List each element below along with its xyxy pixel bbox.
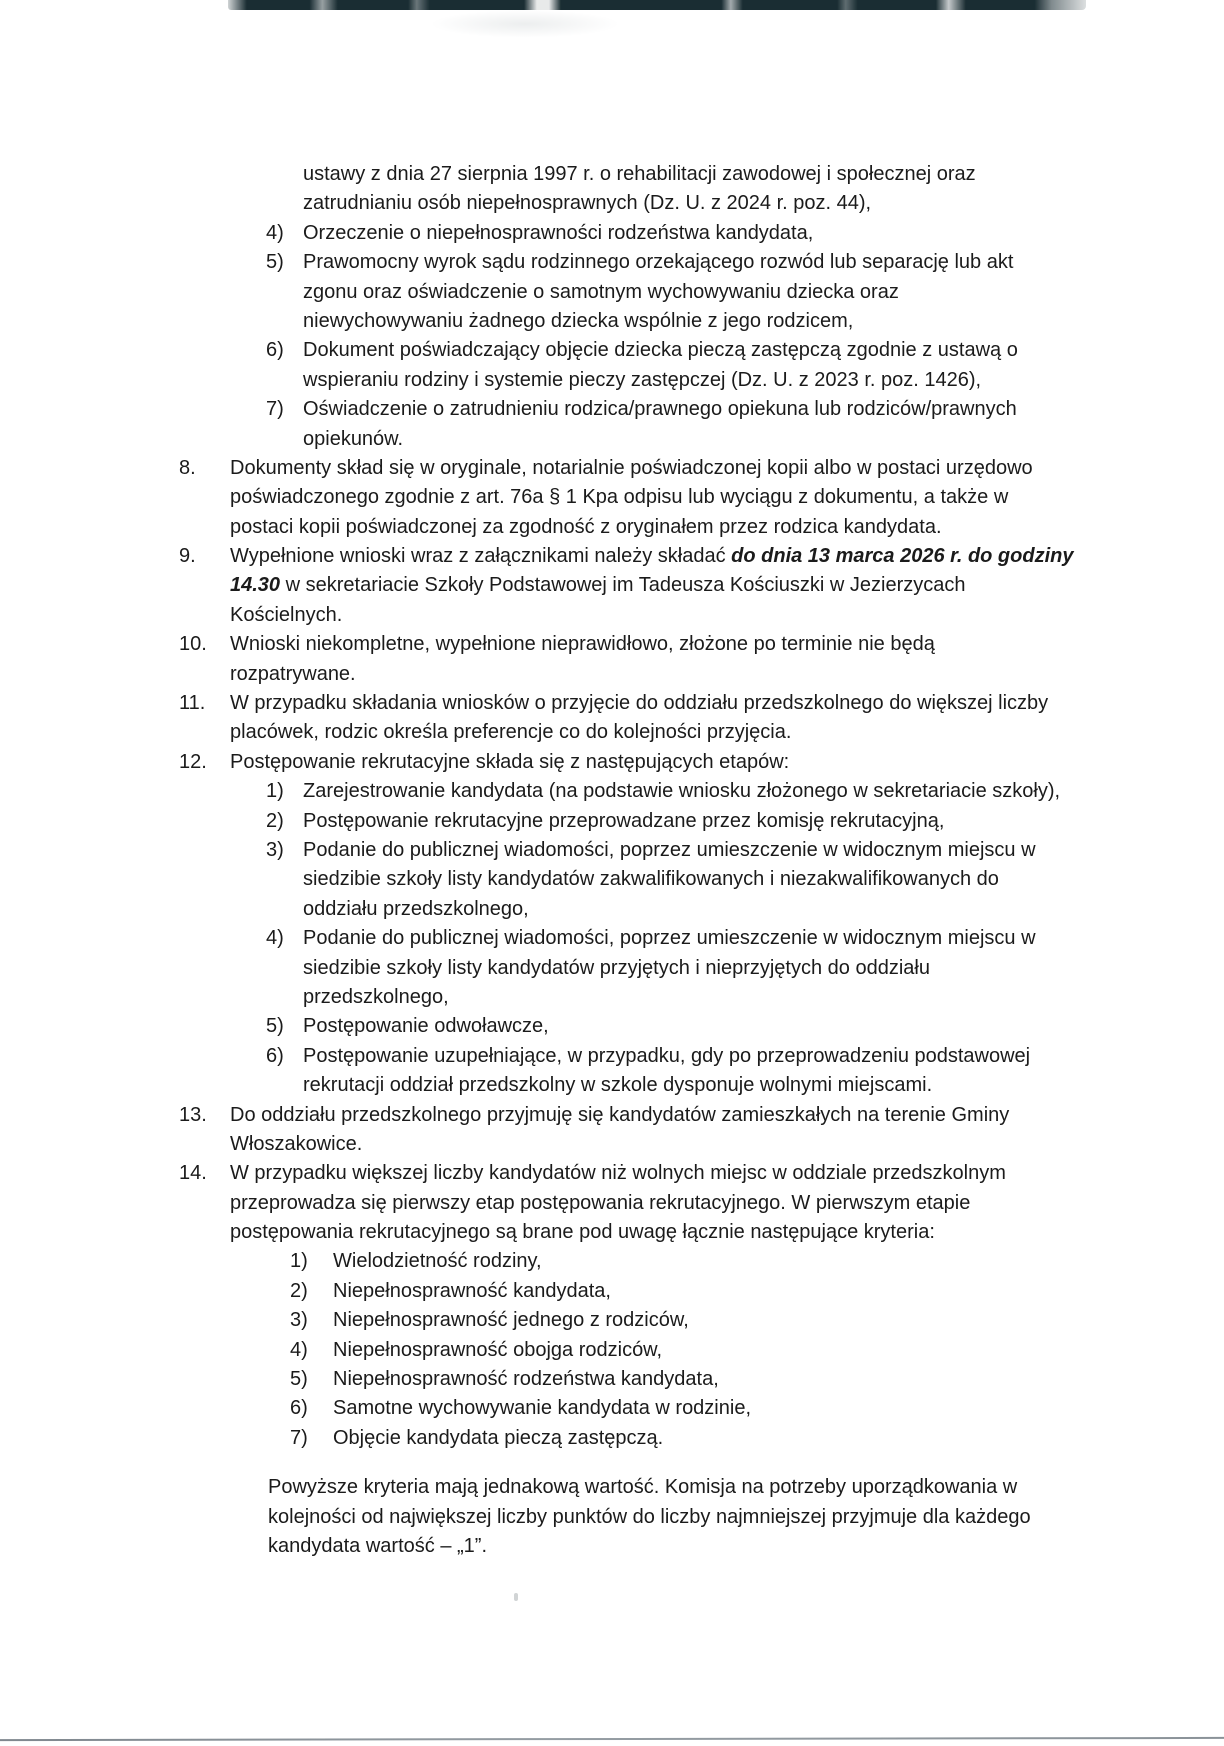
text-segment: przedszkolnego, [303, 985, 449, 1008]
line-text [303, 428, 403, 450]
text-segment: Postępowanie odwoławcze, [303, 1015, 549, 1038]
line-text [230, 751, 789, 773]
text-segment: siedzibie szkoły listy kandydatów przyjętych i nieprzyjętych do oddziału [303, 956, 930, 979]
text-segment: zgonu oraz oświadczenie o samotnym wychowywaniu dziecka oraz [303, 280, 899, 303]
line-text [303, 927, 1036, 949]
text-segment: Niepełnosprawność rodzeństwa kandydata, [333, 1368, 719, 1391]
document-line [0, 248, 1224, 277]
text-segment: Prawomocny wyrok sądu rodzinnego orzekającego rozwód lub separację lub akt [303, 251, 1014, 274]
text-segment: W przypadku składania wniosków o przyjęcie do oddziału przedszkolnego do większej liczby [230, 692, 1049, 715]
list-number: 7) [290, 1426, 308, 1449]
line-text [333, 1427, 663, 1449]
document-line [0, 425, 1224, 454]
document-line [0, 1336, 1224, 1365]
list-number: 8. [179, 456, 196, 479]
document-line [0, 1277, 1224, 1306]
list-number: 6) [290, 1397, 308, 1420]
document-line [0, 807, 1224, 836]
document-line [0, 689, 1224, 718]
document-line [0, 954, 1224, 983]
line-text [303, 868, 999, 890]
line-text [303, 339, 1018, 361]
document-line [0, 160, 1224, 189]
text-segment: W przypadku większej liczby kandydatów niż wolnych miejsc w oddziale przedszkolnym [230, 1162, 1006, 1185]
document-line [0, 1189, 1224, 1218]
document-line [0, 777, 1224, 806]
list-number: 2) [266, 809, 284, 832]
text-segment: rozpatrywane. [230, 662, 356, 685]
document-line [0, 1101, 1224, 1130]
line-text [230, 486, 1008, 508]
line-text [333, 1339, 662, 1361]
text-segment: Dokumenty skład się w oryginale, notarialnie poświadczonej kopii albo w postaci urzędowo [230, 456, 1033, 479]
line-text [268, 1535, 487, 1557]
line-text [230, 457, 1033, 479]
text-segment: Oświadczenie o zatrudnieniu rodzica/prawnego opiekuna lub rodziców/prawnych [303, 398, 1017, 421]
document-line [0, 1159, 1224, 1188]
text-segment: Niepełnosprawność jednego z rodziców, [333, 1309, 689, 1332]
list-number: 11. [179, 692, 206, 715]
line-text [230, 1104, 1009, 1126]
text-segment: Podanie do publicznej wiadomości, poprzez umieszczenie w widocznym miejscu w [303, 838, 1036, 861]
line-text [230, 574, 966, 596]
document-line [0, 983, 1224, 1012]
list-number: 9. [179, 545, 196, 568]
document-line [0, 571, 1224, 600]
line-text [230, 663, 356, 685]
list-number: 1) [290, 1250, 308, 1273]
deadline-emphasis: 14.30 [230, 574, 281, 597]
document-line [0, 836, 1224, 865]
line-text [303, 898, 529, 920]
scan-speck [514, 1593, 518, 1601]
line-text [230, 721, 791, 743]
document-line [0, 748, 1224, 777]
document-line [0, 1012, 1224, 1041]
line-text [303, 310, 853, 332]
text-segment: Podanie do publicznej wiadomości, poprzez umieszczenie w widocznym miejscu w [303, 927, 1036, 950]
text-segment: Wypełnione wnioski wraz z załącznikami należy składać [230, 545, 732, 568]
line-text [230, 1162, 1006, 1184]
list-number: 1) [266, 780, 284, 803]
document-line [0, 865, 1224, 894]
document-line [0, 1503, 1224, 1532]
line-text [303, 780, 1060, 802]
line-text [333, 1250, 542, 1272]
document-line [0, 513, 1224, 542]
line-text [303, 369, 981, 391]
text-segment: Wnioski niekompletne, wypełnione nieprawidłowo, złożone po terminie nie będą [230, 633, 935, 656]
text-segment: w sekretariacie Szkoły Podstawowej im Tadeusza Kościuszki w Jezierzycach [280, 574, 966, 597]
line-text [230, 604, 342, 626]
document-line [0, 542, 1224, 571]
line-text [230, 692, 1048, 714]
text-segment: Samotne wychowywanie kandydata w rodzinie, [333, 1397, 751, 1420]
text-segment: rekrutacji oddział przedszkolny w szkole dysponuje wolnymi miejscami. [303, 1074, 933, 1097]
document-line [0, 1365, 1224, 1394]
document-line [0, 366, 1224, 395]
text-segment: Postępowanie rekrutacyjne przeprowadzane przez komisję rekrutacyjną, [303, 809, 945, 832]
line-text [333, 1397, 751, 1419]
text-segment: poświadczonego zgodnie z art. 76a § 1 Kpa odpisu lub wyciągu z dokumentu, a także w [230, 486, 1009, 509]
text-segment: przeprowadza się pierwszy etap postępowania rekrutacyjnego. W pierwszym etapie [230, 1191, 971, 1214]
line-text [303, 810, 944, 832]
document-line [0, 1071, 1224, 1100]
line-text [230, 1133, 362, 1155]
document-line [0, 1532, 1224, 1561]
bottom-scan-line [0, 1737, 1224, 1741]
line-text [303, 398, 1017, 420]
line-text [303, 251, 1013, 273]
text-segment: Powyższe kryteria mają jednakową wartość. Komisja na potrzeby uporządkowania w [268, 1476, 1018, 1499]
line-text [268, 1476, 1017, 1498]
list-number: 3) [266, 838, 284, 861]
line-text [303, 192, 871, 214]
document-line [0, 483, 1224, 512]
document-line [0, 1424, 1224, 1453]
line-text [230, 633, 935, 655]
text-segment: opiekunów. [303, 427, 404, 450]
paragraph-spacer [0, 1453, 1224, 1473]
line-text [303, 1045, 1030, 1067]
list-number: 3) [290, 1309, 308, 1332]
text-segment: oddziału przedszkolnego, [303, 897, 529, 920]
list-number: 5) [290, 1368, 308, 1391]
line-text [303, 1074, 932, 1096]
document-body [0, 160, 1224, 1561]
text-segment: Niepełnosprawność kandydata, [333, 1279, 611, 1302]
line-text [268, 1506, 1031, 1528]
line-text [303, 163, 976, 185]
line-text [303, 986, 449, 1008]
list-number: 4) [266, 927, 284, 950]
line-text [230, 1192, 970, 1214]
list-number: 5) [266, 251, 284, 274]
scan-artifact-top-bar [228, 0, 1086, 10]
document-line [0, 1130, 1224, 1159]
text-segment: postaci kopii poświadczonej za zgodność z oryginałem przez rodzica kandydata. [230, 515, 942, 538]
list-number: 5) [266, 1015, 284, 1038]
line-text [230, 1221, 935, 1243]
document-line [0, 660, 1224, 689]
list-number: 10. [179, 633, 207, 656]
text-segment: Dokument poświadczający objęcie dziecka pieczą zastępczą zgodnie z ustawą o [303, 339, 1018, 362]
document-line [0, 219, 1224, 248]
list-number: 6) [266, 339, 284, 362]
document-line [0, 1473, 1224, 1502]
document-line [0, 924, 1224, 953]
document-line [0, 601, 1224, 630]
document-line [0, 718, 1224, 747]
document-line [0, 336, 1224, 365]
deadline-emphasis: do dnia 13 marca 2026 r. do godziny [731, 545, 1074, 568]
document-line [0, 189, 1224, 218]
document-line [0, 395, 1224, 424]
text-segment: niewychowywaniu żadnego dziecka wspólnie z jego rodzicem, [303, 309, 854, 332]
scan-smudge [430, 10, 620, 38]
document-line [0, 630, 1224, 659]
document-line [0, 1218, 1224, 1247]
text-segment: Orzeczenie o niepełnosprawności rodzeństwa kandydata, [303, 221, 814, 244]
document-line [0, 278, 1224, 307]
document-line [0, 895, 1224, 924]
text-segment: Objęcie kandydata pieczą zastępczą. [333, 1426, 664, 1449]
text-segment: Wielodzietność rodziny, [333, 1250, 542, 1273]
text-segment: wspieraniu rodziny i systemie pieczy zastępczej (Dz. U. z 2023 r. poz. 1426), [303, 368, 982, 391]
line-text [333, 1280, 611, 1302]
document-line [0, 307, 1224, 336]
text-segment: ustawy z dnia 27 sierpnia 1997 r. o rehabilitacji zawodowej i społecznej oraz [303, 163, 976, 185]
line-text [333, 1309, 689, 1331]
text-segment: siedzibie szkoły listy kandydatów zakwalifikowanych i niezakwalifikowanych do [303, 868, 999, 891]
document-line [0, 454, 1224, 483]
line-text [230, 545, 1073, 567]
text-segment: kandydata wartość – „1”. [268, 1534, 487, 1557]
list-number: 2) [290, 1279, 308, 1302]
text-segment: Postępowanie uzupełniające, w przypadku, gdy po przeprowadzeniu podstawowej [303, 1044, 1031, 1067]
text-segment: Kościelnych. [230, 603, 343, 626]
line-text [303, 957, 930, 979]
line-text [303, 839, 1036, 861]
text-segment: postępowania rekrutacyjnego są brane pod uwagę łącznie następujące kryteria: [230, 1221, 935, 1244]
document-line [0, 1042, 1224, 1071]
text-segment: kolejności od największej liczby punktów do liczby najmniejszej przyjmuje dla każdego [268, 1505, 1031, 1528]
text-segment: Do oddziału przedszkolnego przyjmuję się kandydatów zamieszkałych na terenie Gminy [230, 1103, 1010, 1126]
list-number: 6) [266, 1044, 284, 1067]
line-text [303, 1015, 549, 1037]
list-number: 14. [179, 1162, 207, 1185]
list-number: 4) [266, 221, 284, 244]
document-line [0, 1394, 1224, 1423]
text-segment: Postępowanie rekrutacyjne składa się z następujących etapów: [230, 750, 790, 773]
text-segment: Zarejestrowanie kandydata (na podstawie wniosku złożonego w sekretariacie szkoły), [303, 780, 1061, 803]
list-number: 7) [266, 398, 284, 421]
line-text [303, 222, 813, 244]
list-number: 12. [179, 750, 207, 773]
text-segment: placówek, rodzic określa preferencje co do kolejności przyjęcia. [230, 721, 792, 744]
list-number: 13. [179, 1103, 207, 1126]
document-line [0, 1247, 1224, 1276]
list-number: 4) [290, 1338, 308, 1361]
text-segment: Niepełnosprawność obojga rodziców, [333, 1338, 663, 1361]
text-segment: zatrudnianiu osób niepełnosprawnych (Dz. U. z 2024 r. poz. 44), [303, 192, 872, 215]
line-text [230, 516, 942, 538]
line-text [303, 281, 899, 303]
document-line [0, 1306, 1224, 1335]
text-segment: Włoszakowice. [230, 1132, 363, 1155]
line-text [333, 1368, 719, 1390]
